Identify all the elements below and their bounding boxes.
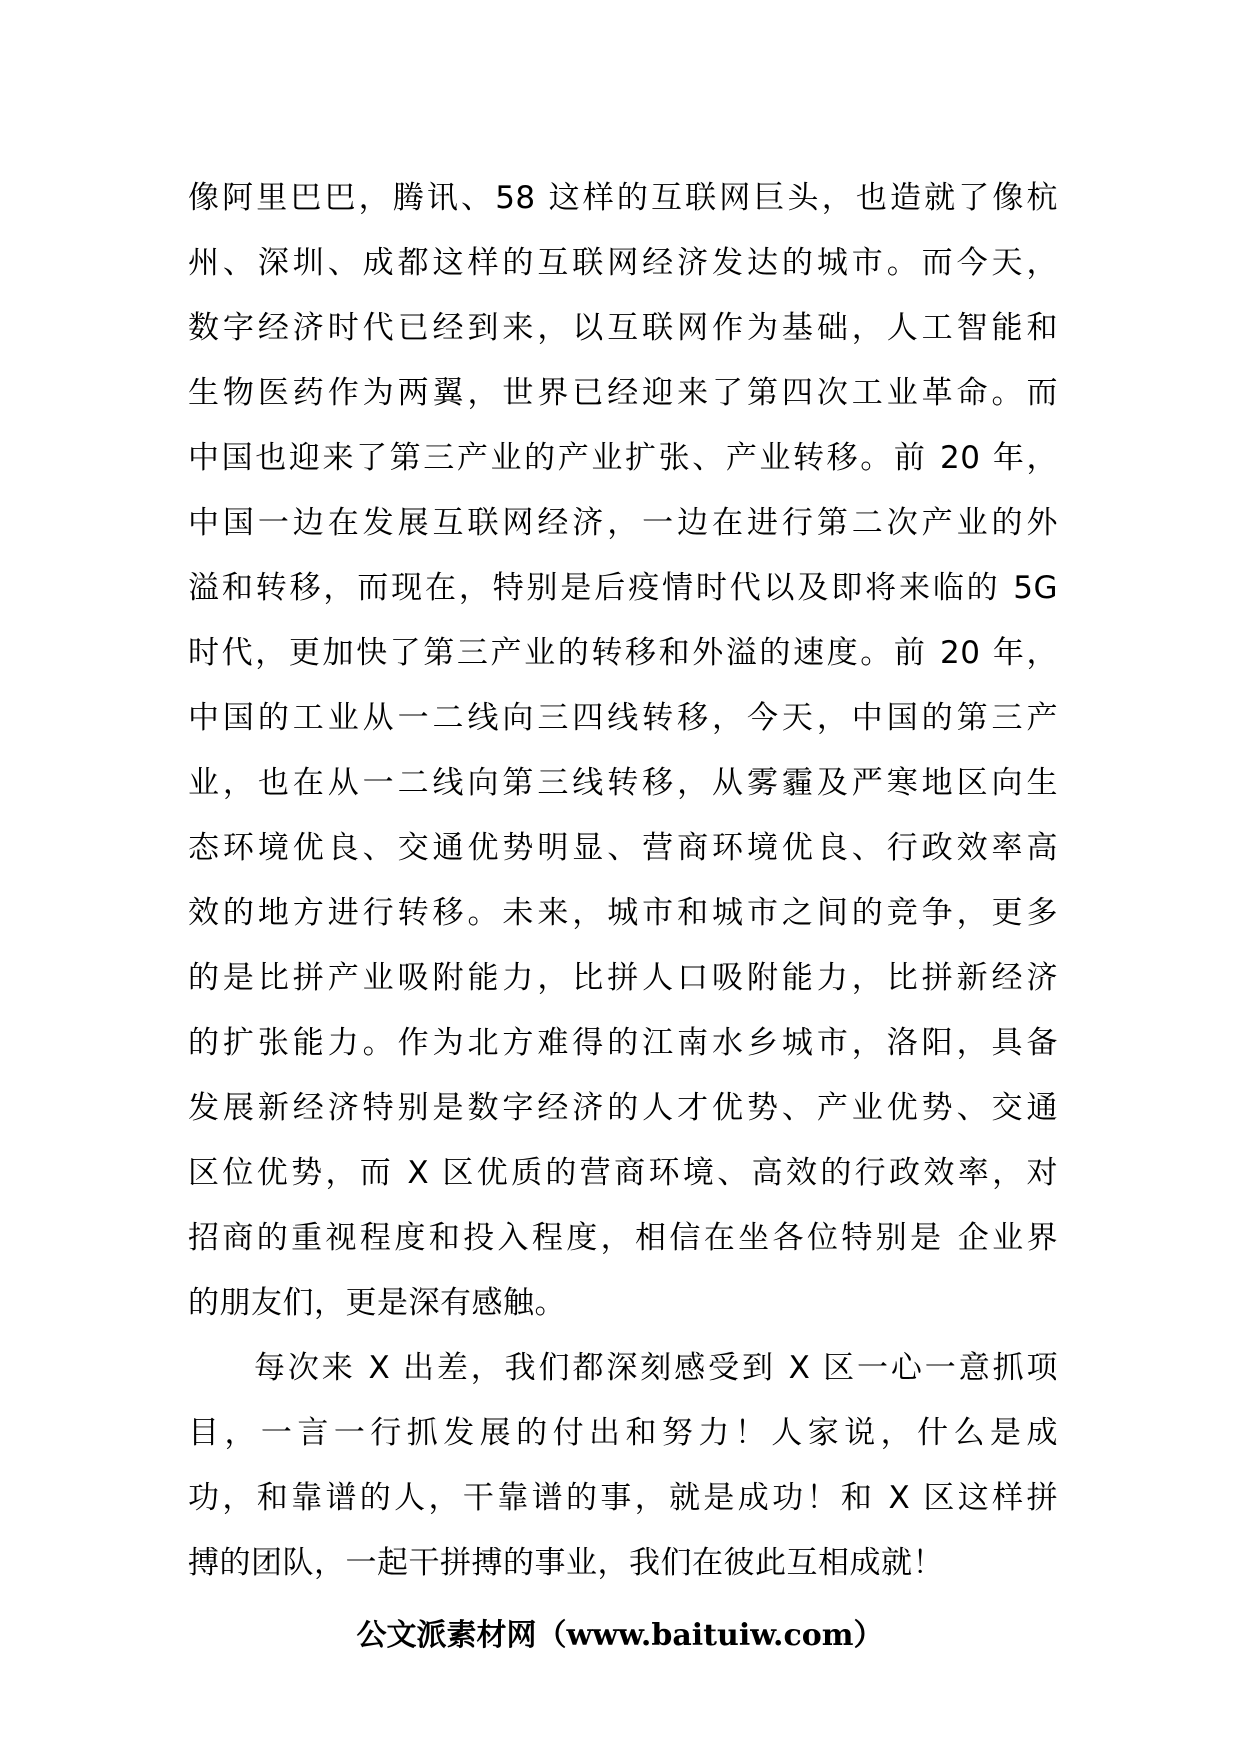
- text-line: 效的地方进行转移。未来，城市和城市之间的竞争，更多: [188, 895, 1058, 931]
- text-line: 溢和转移，而现在，特别是后疫情时代以及即将来临的 5G: [188, 570, 1058, 606]
- text-line: 功，和靠谱的人，干靠谱的事，就是成功！和 X 区这样拼: [188, 1480, 1058, 1516]
- source-footer: 公文派素材网（www.baituiw.com）: [356, 1618, 884, 1653]
- text-line: 的扩张能力。作为北方难得的江南水乡城市，洛阳，具备: [188, 1025, 1058, 1061]
- text-line: 搏的团队，一起干拼搏的事业，我们在彼此互相成就！: [188, 1545, 944, 1581]
- text-line: 州、深圳、成都这样的互联网经济发达的城市。而今天，: [188, 245, 1058, 281]
- text-line: 中国的工业从一二线向三四线转移，今天，中国的第三产: [188, 700, 1058, 736]
- text-line: 的朋友们，更是深有感触。: [188, 1285, 566, 1321]
- text-line: 像阿里巴巴，腾讯、58 这样的互联网巨头，也造就了像杭: [188, 180, 1058, 216]
- text-line: 目，一言一行抓发展的付出和努力！人家说，什么是成: [188, 1415, 1058, 1451]
- text-line: 态环境优良、交通优势明显、营商环境优良、行政效率高: [188, 830, 1058, 866]
- text-line: 时代，更加快了第三产业的转移和外溢的速度。前 20 年，: [188, 635, 1058, 671]
- text-line: 中国也迎来了第三产业的产业扩张、产业转移。前 20 年，: [188, 440, 1058, 476]
- text-line: 区位优势，而 X 区优质的营商环境、高效的行政效率，对: [188, 1155, 1058, 1191]
- text-line: 发展新经济特别是数字经济的人才优势、产业优势、交通: [188, 1090, 1058, 1126]
- text-line: 业，也在从一二线向第三线转移，从雾霾及严寒地区向生: [188, 765, 1058, 801]
- text-line: 中国一边在发展互联网经济，一边在进行第二次产业的外: [188, 505, 1058, 541]
- text-line: 生物医药作为两翼，世界已经迎来了第四次工业革命。而: [188, 375, 1058, 411]
- text-line: 数字经济时代已经到来，以互联网作为基础，人工智能和: [188, 310, 1058, 346]
- text-line: 招商的重视程度和投入程度，相信在坐各位特别是 企业界: [188, 1220, 1058, 1256]
- text-line: 的是比拼产业吸附能力，比拼人口吸附能力，比拼新经济: [188, 960, 1058, 996]
- paragraph-first-line: 每次来 X 出差，我们都深刻感受到 X 区一心一意抓项: [254, 1350, 1058, 1386]
- body-text: [188, 166, 1058, 1596]
